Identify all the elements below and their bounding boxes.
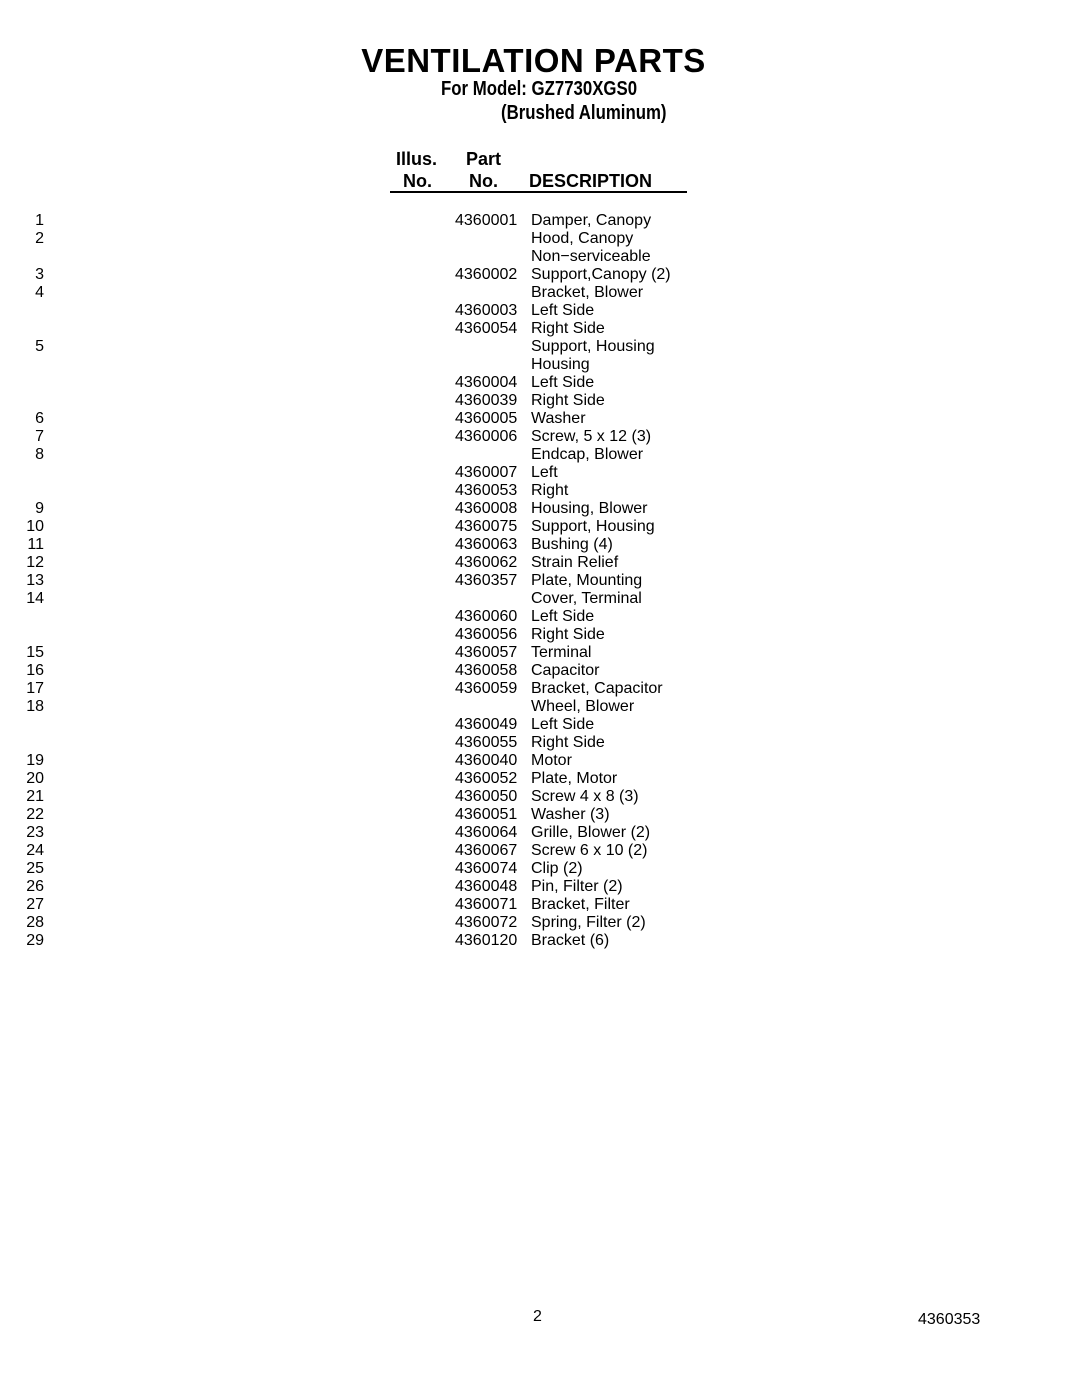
parts-row xyxy=(0,680,700,698)
part-number: 4360071 xyxy=(455,896,518,913)
part-number: 4360007 xyxy=(455,464,518,481)
page-number: 2 xyxy=(533,1308,542,1325)
illus-number: 1 xyxy=(35,212,44,229)
model-line: For Model: GZ7730XGS0 xyxy=(441,78,638,100)
parts-row xyxy=(0,698,700,716)
parts-row xyxy=(0,860,700,878)
parts-row xyxy=(0,374,700,392)
part-description: Right Side xyxy=(531,626,605,643)
part-description: Damper, Canopy xyxy=(531,212,652,229)
header-part-top: Part xyxy=(466,149,502,169)
illus-number: 27 xyxy=(26,896,44,913)
illus-number: 20 xyxy=(26,770,44,787)
parts-row xyxy=(0,914,700,932)
part-number: 4360049 xyxy=(455,716,518,733)
part-description: Motor xyxy=(531,752,572,769)
illus-number: 9 xyxy=(35,500,44,517)
illus-number: 15 xyxy=(26,644,44,661)
finish-line: (Brushed Aluminum) xyxy=(501,102,667,124)
illus-number: 18 xyxy=(26,698,44,715)
part-description: Screw, 5 x 12 (3) xyxy=(531,428,652,445)
part-description: Washer (3) xyxy=(531,806,610,823)
parts-row xyxy=(0,302,700,320)
illus-number: 7 xyxy=(35,428,44,445)
parts-row xyxy=(0,734,700,752)
part-number: 4360001 xyxy=(455,212,518,229)
parts-row xyxy=(0,446,700,464)
parts-row xyxy=(0,662,700,680)
part-number: 4360053 xyxy=(455,482,518,499)
part-description: Endcap, Blower xyxy=(531,446,644,463)
parts-row xyxy=(0,878,700,896)
part-description: Wheel, Blower xyxy=(531,698,635,715)
part-description: Right xyxy=(531,482,569,499)
parts-row xyxy=(0,500,700,518)
illus-number: 13 xyxy=(26,572,44,589)
part-number: 4360062 xyxy=(455,554,518,571)
illus-number: 17 xyxy=(26,680,44,697)
part-number: 4360051 xyxy=(455,806,518,823)
illus-number: 4 xyxy=(35,284,44,301)
header-rule xyxy=(390,191,687,193)
parts-row xyxy=(0,752,700,770)
parts-row xyxy=(0,230,700,248)
header-illus-top: Illus. xyxy=(396,149,438,169)
parts-row xyxy=(0,266,700,284)
parts-row xyxy=(0,626,700,644)
part-number: 4360357 xyxy=(455,572,518,589)
part-number: 4360039 xyxy=(455,392,518,409)
illus-number: 8 xyxy=(35,446,44,463)
parts-row xyxy=(0,518,700,536)
parts-row xyxy=(0,338,700,356)
parts-row xyxy=(0,410,700,428)
part-number: 4360005 xyxy=(455,410,518,427)
part-description: Screw 4 x 8 (3) xyxy=(531,788,639,805)
illus-number: 21 xyxy=(26,788,44,805)
header-description: DESCRIPTION xyxy=(529,171,653,191)
part-number: 4360048 xyxy=(455,878,518,895)
illus-number: 19 xyxy=(26,752,44,769)
part-number: 4360054 xyxy=(455,320,518,337)
illus-number: 26 xyxy=(26,878,44,895)
part-number: 4360058 xyxy=(455,662,518,679)
part-description: Non−serviceable xyxy=(531,248,651,265)
part-number: 4360057 xyxy=(455,644,518,661)
parts-row xyxy=(0,644,700,662)
part-description: Spring, Filter (2) xyxy=(531,914,646,931)
illus-number: 24 xyxy=(26,842,44,859)
part-description: Right Side xyxy=(531,734,605,751)
parts-row xyxy=(0,554,700,572)
part-description: Support, Housing xyxy=(531,338,655,355)
parts-row xyxy=(0,248,700,266)
part-number: 4360063 xyxy=(455,536,518,553)
parts-row xyxy=(0,464,700,482)
part-number: 4360008 xyxy=(455,500,518,517)
part-description: Plate, Motor xyxy=(531,770,618,787)
illus-number: 29 xyxy=(26,932,44,949)
parts-row xyxy=(0,284,700,302)
part-description: Left Side xyxy=(531,716,595,733)
parts-row xyxy=(0,824,700,842)
part-number: 4360003 xyxy=(455,302,518,319)
part-description: Plate, Mounting xyxy=(531,572,643,589)
part-description: Left xyxy=(531,464,558,481)
illus-number: 10 xyxy=(26,518,44,535)
parts-row xyxy=(0,392,700,410)
illus-number: 25 xyxy=(26,860,44,877)
part-description: Left Side xyxy=(531,374,595,391)
illus-number: 23 xyxy=(26,824,44,841)
parts-row xyxy=(0,608,700,626)
part-number: 4360067 xyxy=(455,842,518,859)
part-number: 4360002 xyxy=(455,266,518,283)
part-number: 4360064 xyxy=(455,824,518,841)
part-description: Housing xyxy=(531,356,590,373)
part-description: Pin, Filter (2) xyxy=(531,878,623,895)
header-part-bottom: No. xyxy=(469,171,498,191)
part-number: 4360059 xyxy=(455,680,518,697)
part-description: Strain Relief xyxy=(531,554,619,571)
illus-number: 22 xyxy=(26,806,44,823)
illus-number: 16 xyxy=(26,662,44,679)
header-illus-bottom: No. xyxy=(403,171,432,191)
part-description: Terminal xyxy=(531,644,592,661)
part-description: Clip (2) xyxy=(531,860,583,877)
part-description: Housing, Blower xyxy=(531,500,648,517)
part-description: Support,Canopy (2) xyxy=(531,266,671,283)
part-description: Bracket, Blower xyxy=(531,284,644,301)
part-number: 4360052 xyxy=(455,770,518,787)
illus-number: 6 xyxy=(35,410,44,427)
illus-number: 28 xyxy=(26,914,44,931)
illus-number: 2 xyxy=(35,230,44,247)
part-description: Right Side xyxy=(531,320,605,337)
page-title: VENTILATION PARTS xyxy=(361,42,706,79)
parts-row xyxy=(0,428,700,446)
part-number: 4360074 xyxy=(455,860,518,877)
part-description: Grille, Blower (2) xyxy=(531,824,651,841)
part-number: 4360004 xyxy=(455,374,518,391)
part-number: 4360055 xyxy=(455,734,518,751)
parts-row xyxy=(0,356,700,374)
part-number: 4360072 xyxy=(455,914,518,931)
parts-row xyxy=(0,932,700,950)
part-number: 4360060 xyxy=(455,608,518,625)
illus-number: 11 xyxy=(27,536,44,553)
part-description: Bracket, Filter xyxy=(531,896,630,913)
parts-row xyxy=(0,482,700,500)
part-description: Support, Housing xyxy=(531,518,655,535)
parts-list xyxy=(0,212,700,950)
illus-number: 5 xyxy=(35,338,44,355)
parts-row xyxy=(0,590,700,608)
parts-row xyxy=(0,716,700,734)
illus-number: 12 xyxy=(26,554,44,571)
illus-number: 3 xyxy=(35,266,44,283)
part-number: 4360040 xyxy=(455,752,518,769)
document-number: 4360353 xyxy=(918,1311,981,1328)
parts-row xyxy=(0,320,700,338)
part-description: Cover, Terminal xyxy=(531,590,642,607)
parts-row xyxy=(0,788,700,806)
part-description: Hood, Canopy xyxy=(531,230,634,247)
part-number: 4360006 xyxy=(455,428,518,445)
part-description: Left Side xyxy=(531,302,595,319)
parts-row xyxy=(0,896,700,914)
illus-number: 14 xyxy=(26,590,44,607)
part-description: Right Side xyxy=(531,392,605,409)
part-description: Capacitor xyxy=(531,662,600,679)
parts-row xyxy=(0,572,700,590)
part-description: Left Side xyxy=(531,608,595,625)
part-description: Screw 6 x 10 (2) xyxy=(531,842,648,859)
part-number: 4360120 xyxy=(455,932,518,949)
part-number: 4360056 xyxy=(455,626,518,643)
part-number: 4360050 xyxy=(455,788,518,805)
parts-row xyxy=(0,212,700,230)
parts-row xyxy=(0,770,700,788)
parts-row xyxy=(0,536,700,554)
part-description: Bushing (4) xyxy=(531,536,613,553)
parts-row xyxy=(0,842,700,860)
part-number: 4360075 xyxy=(455,518,518,535)
part-description: Bracket (6) xyxy=(531,932,610,949)
part-description: Washer xyxy=(531,410,586,427)
part-description: Bracket, Capacitor xyxy=(531,680,663,697)
parts-row xyxy=(0,806,700,824)
